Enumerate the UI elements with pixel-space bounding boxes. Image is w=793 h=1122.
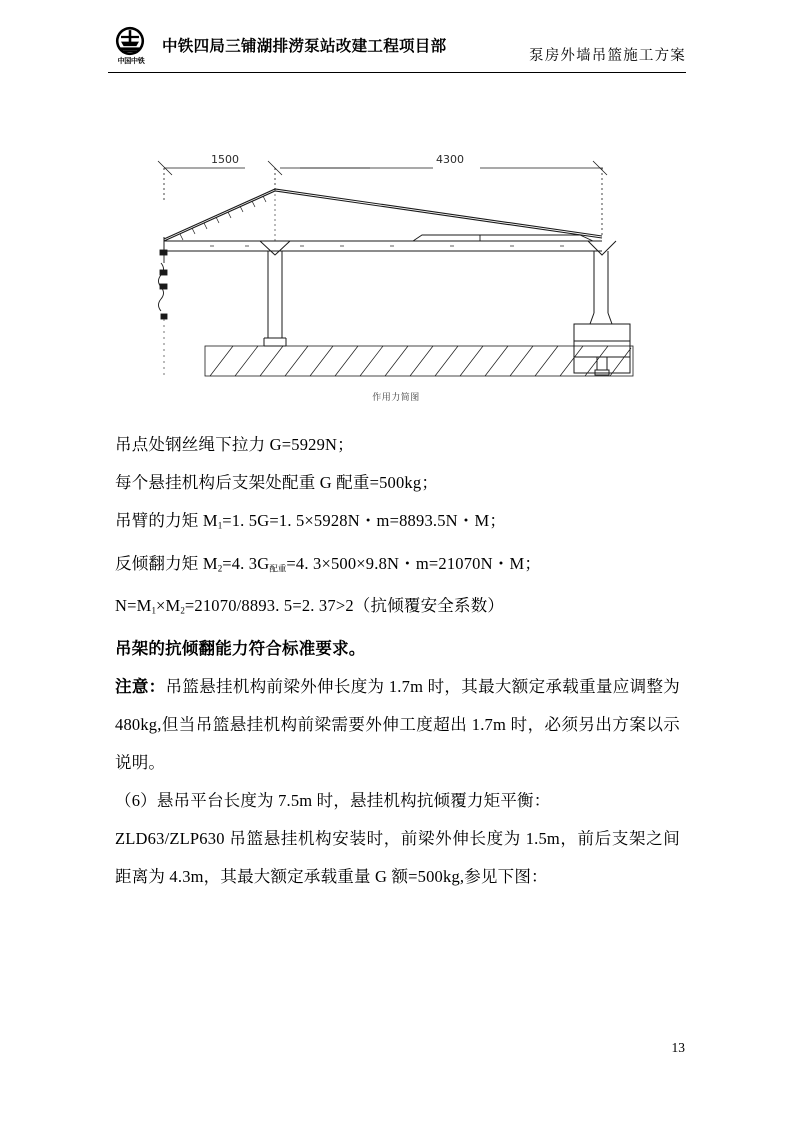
body-line-3-formula	[115, 502, 680, 545]
beam-splice	[413, 235, 593, 241]
document-body	[115, 426, 680, 896]
note-label: 注意：	[115, 676, 166, 696]
organization-title: 中铁四局三铺湖排涝泵站改建工程项目部	[162, 37, 447, 55]
formula-4-subscript: 2	[217, 563, 223, 574]
body-conclusion: 吊架的抗倾翻能力符合标准要求。	[115, 638, 366, 658]
dimension-label-4300: 4300	[436, 153, 464, 166]
china-railway-emblem-icon	[114, 25, 146, 57]
figure-caption: 作用力简图	[372, 393, 420, 403]
force-diagram-figure	[150, 138, 642, 420]
formula-5-b: ×M	[156, 596, 181, 616]
left-cable-marks	[180, 196, 266, 240]
formula-3-rest: =1. 5G=1. 5×5928N・m=8893.5N・M；	[222, 511, 507, 530]
dimension-row	[158, 161, 607, 236]
body-item-6-detail: ZLD63/ZLP630 吊篮悬挂机构安装时，前梁外伸长度为 1.5m，前后支架之间距离为 4.3m，其最大额定承载重量 G 额=500kg,参见下图：	[115, 828, 680, 886]
formula-5-subscript-1: 1	[151, 605, 156, 616]
page-number: 13	[671, 1040, 685, 1055]
header-left-group	[108, 24, 446, 70]
formula-4-subscript-cn: 配重	[269, 563, 287, 574]
body-item-6: （6）悬吊平台长度为 7.5m 时，悬挂机构抗倾覆力矩平衡：	[115, 790, 551, 810]
header-divider	[108, 72, 686, 73]
formula-4-mid: =4. 3G	[222, 553, 270, 573]
hatched-ground	[205, 346, 633, 376]
logo-caption: 中国中铁	[117, 57, 145, 65]
china-railway-logo	[108, 24, 154, 70]
body-line-4-formula	[115, 545, 680, 588]
counterweight-stack	[574, 324, 630, 375]
formula-5-c: =21070/8893. 5=2. 37>2（抗倾覆安全系数）	[184, 596, 505, 616]
main-beam	[164, 237, 602, 255]
note-text: 吊篮悬挂机构前梁外伸长度为 1.7m 时，其最大额定承载重量应调整为 480kg,但当吊篮悬挂机构前梁需要外伸工度超出 1.7m 时，必须另出方案以示说明。	[115, 676, 680, 772]
wire-rope	[159, 250, 168, 378]
document-title: 泵房外墙吊篮施工方案	[529, 48, 686, 64]
body-note-paragraph	[115, 668, 680, 782]
formula-5-a: N=M	[115, 596, 152, 616]
formula-5-subscript-2: 2	[180, 605, 185, 616]
rear-support	[588, 241, 616, 324]
front-support	[260, 189, 290, 346]
formula-3-prefix: 吊臂的力矩 M	[115, 511, 218, 530]
body-line-1: 吊点处钢丝绳下拉力 G=5929N；	[115, 435, 354, 454]
dimension-label-1500: 1500	[211, 153, 239, 166]
page-header	[108, 24, 686, 76]
force-diagram-svg	[150, 138, 642, 400]
body-line-2: 每个悬挂机构后支架处配重 G 配重=500kg；	[115, 473, 439, 492]
formula-4-prefix: 反倾翻力矩 M	[115, 553, 218, 573]
formula-3-subscript: 1	[217, 520, 223, 531]
body-line-5-formula	[115, 587, 680, 630]
formula-4-rest: =4. 3×500×9.8N・m=21070N・M；	[286, 553, 542, 573]
